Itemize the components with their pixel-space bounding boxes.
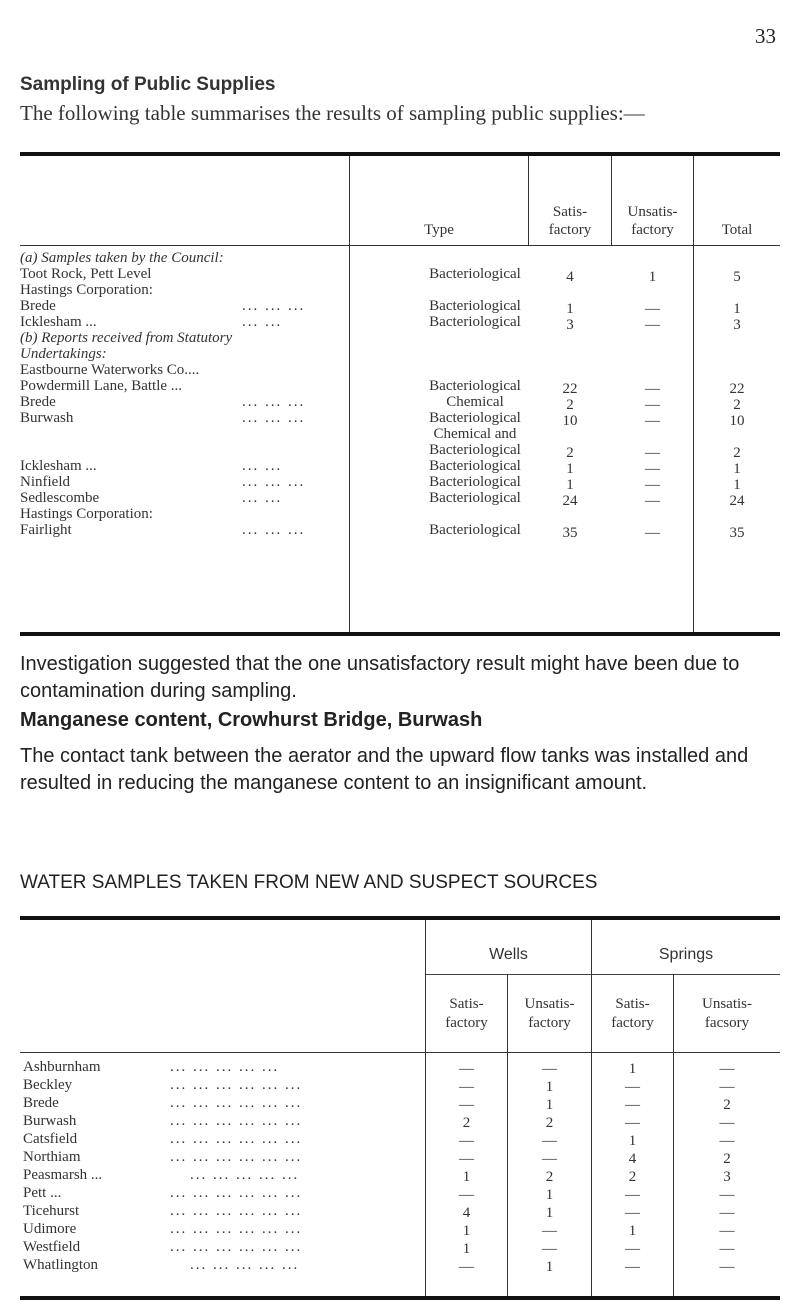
group-header-springs: Springs — [658, 946, 714, 963]
table-row — [20, 1256, 780, 1274]
public-supplies-table — [20, 152, 780, 636]
row-label: Ticehurst — [23, 1203, 80, 1219]
leader-dots: ... ... ... ... ... ... — [170, 1239, 303, 1255]
table-rule — [20, 632, 780, 636]
table-rule — [20, 1296, 780, 1300]
header-total — [694, 156, 780, 245]
header-unsatisfactory — [612, 156, 693, 245]
wells-unsatisfactory: — — [542, 1133, 557, 1149]
row-total: 1 — [733, 461, 741, 477]
row-label: Toot Rock, Pett Level — [20, 266, 152, 282]
header-line: factory — [528, 1015, 571, 1031]
table-row — [20, 298, 780, 317]
table-rule — [426, 974, 780, 975]
manganese-paragraph: The contact tank between the aerator and the upward flow tanks was installed and resulted in reducing the manganese content to an insignificant amount. — [20, 745, 749, 794]
wells-satisfactory: 2 — [462, 1115, 471, 1131]
row-label: (a) Samples taken by the Council: — [20, 250, 224, 266]
table-row — [20, 314, 780, 333]
section-heading-sampling: Sampling of Public Supplies — [20, 74, 276, 95]
leader-dots: ... ... ... ... ... ... — [170, 1113, 303, 1129]
table-row — [20, 266, 780, 285]
row-type: Bacteriological — [429, 458, 521, 474]
springs-satisfactory: 1 — [628, 1133, 637, 1149]
row-satisfactory: 4 — [566, 269, 574, 285]
intro-paragraph: The following table summarises the results of sampling public supplies:— — [20, 101, 645, 125]
row-label: Ninfield — [20, 474, 70, 490]
header-line: Unsatis- — [524, 996, 575, 1012]
row-unsatisfactory: — — [645, 413, 660, 429]
header-springs-unsatisfactory — [674, 976, 780, 1052]
row-type: Bacteriological — [429, 522, 521, 538]
row-label: Icklesham ... — [20, 458, 97, 474]
row-satisfactory: 1 — [566, 301, 574, 317]
springs-satisfactory: 4 — [628, 1151, 637, 1167]
leader-dots: ... ... ... ... ... ... — [170, 1077, 303, 1093]
leader-dots: ... ... ... — [242, 474, 306, 490]
header-line: factory — [611, 1015, 654, 1031]
row-unsatisfactory: — — [645, 493, 660, 509]
table-row — [20, 522, 780, 541]
table-row — [20, 362, 780, 378]
wells-satisfactory: — — [459, 1259, 474, 1275]
row-satisfactory: 2 — [566, 445, 574, 461]
springs-unsatisfactory: — — [719, 1187, 735, 1203]
row-type: Bacteriological — [429, 378, 521, 394]
springs-unsatisfactory: — — [719, 1115, 735, 1131]
row-unsatisfactory: — — [645, 381, 660, 397]
leader-dots: ... ... ... — [242, 298, 306, 314]
row-label: Hastings Corporation: — [20, 282, 153, 298]
leader-dots: ... ... ... ... ... ... — [170, 1185, 303, 1201]
leader-dots: ... ... ... ... ... — [190, 1167, 300, 1183]
row-unsatisfactory: — — [645, 317, 660, 333]
group-header-wells: Wells — [489, 946, 528, 963]
row-total: 2 — [733, 397, 741, 413]
row-type: Bacteriological — [429, 298, 521, 314]
row-satisfactory: 22 — [562, 381, 578, 397]
row-label: Eastbourne Waterworks Co.... — [20, 362, 200, 378]
leader-dots: ... ... ... — [242, 522, 306, 538]
springs-unsatisfactory: 2 — [723, 1151, 731, 1167]
springs-satisfactory: — — [625, 1097, 640, 1113]
section-heading-water-samples: WATER SAMPLES TAKEN FROM NEW AND SUSPECT SOURCES — [20, 872, 598, 893]
row-label: Westfield — [23, 1239, 81, 1255]
springs-satisfactory: 1 — [628, 1223, 637, 1239]
table-row — [20, 1058, 780, 1076]
wells-satisfactory: — — [459, 1133, 474, 1149]
row-satisfactory: 1 — [566, 461, 574, 477]
row-satisfactory: 1 — [566, 477, 574, 493]
springs-satisfactory: 2 — [628, 1169, 637, 1185]
row-unsatisfactory: — — [645, 445, 660, 461]
table-row — [20, 474, 780, 493]
leader-dots: ... ... — [242, 458, 283, 474]
leader-dots: ... ... ... ... ... ... — [170, 1149, 303, 1165]
table-row — [20, 506, 780, 522]
table-row — [20, 1202, 780, 1220]
header-wells-unsatisfactory — [508, 976, 591, 1052]
table-body — [20, 250, 780, 541]
table-row — [20, 250, 780, 266]
row-unsatisfactory: — — [645, 397, 660, 413]
header-springs-satisfactory — [592, 976, 673, 1052]
header-wells-satisfactory — [426, 976, 507, 1052]
row-label: Whatlington — [23, 1257, 98, 1273]
table-body — [20, 1058, 780, 1274]
table-row — [20, 442, 780, 461]
row-type: Bacteriological — [429, 266, 521, 282]
row-type: Chemical — [446, 394, 504, 410]
wells-unsatisfactory: 2 — [545, 1169, 554, 1185]
row-type: Bacteriological — [429, 474, 521, 490]
row-type: Bacteriological — [429, 410, 521, 426]
table-row — [20, 1112, 780, 1130]
leader-dots: ... ... ... — [242, 394, 306, 410]
springs-unsatisfactory: 2 — [723, 1097, 731, 1113]
wells-satisfactory: — — [459, 1097, 474, 1113]
wells-satisfactory: 1 — [462, 1169, 471, 1185]
header-type — [350, 156, 528, 245]
row-unsatisfactory: — — [645, 461, 660, 477]
springs-unsatisfactory: — — [719, 1259, 735, 1275]
row-label: Hastings Corporation: — [20, 506, 153, 522]
row-label: Brede — [23, 1095, 59, 1111]
header-type-label: Type — [424, 222, 454, 238]
wells-unsatisfactory: 2 — [545, 1115, 554, 1131]
table-row — [20, 378, 780, 397]
header-total-label: Total — [721, 222, 753, 238]
wells-unsatisfactory: 1 — [545, 1205, 554, 1221]
row-label: Sedlescombe — [20, 490, 100, 506]
row-type: Bacteriological — [429, 490, 521, 506]
table-row — [20, 426, 780, 442]
wells-satisfactory: — — [459, 1079, 474, 1095]
row-type: Chemical and — [433, 426, 517, 442]
row-label: Catsfield — [23, 1131, 78, 1147]
row-unsatisfactory: — — [645, 525, 660, 541]
table-row — [20, 410, 780, 429]
row-label: Brede — [20, 298, 56, 314]
leader-dots: ... ... — [242, 490, 283, 506]
row-label: Fairlight — [20, 522, 72, 538]
table-row — [20, 330, 780, 346]
header-satisfactory — [529, 156, 611, 245]
row-satisfactory: 35 — [562, 525, 578, 541]
investigation-paragraph: Investigation suggested that the one unsatisfactory result might have been due to contamination during sampling. — [20, 653, 740, 702]
header-line: facsory — [704, 1015, 750, 1031]
row-total: 10 — [729, 413, 745, 429]
row-label: (b) Reports received from Statutory — [20, 330, 233, 346]
row-label: Ashburnham — [23, 1059, 101, 1075]
leader-dots: ... ... — [242, 314, 283, 330]
wells-satisfactory: — — [459, 1061, 474, 1077]
leader-dots: ... ... ... — [242, 410, 306, 426]
wells-unsatisfactory: — — [542, 1241, 557, 1257]
table-rule — [20, 916, 780, 920]
row-satisfactory: 3 — [566, 317, 574, 333]
row-unsatisfactory: 1 — [648, 269, 657, 285]
wells-unsatisfactory: — — [542, 1061, 557, 1077]
page-number: 33 — [755, 24, 776, 48]
row-label: Burwash — [23, 1113, 77, 1129]
water-samples-table — [20, 916, 780, 1300]
springs-unsatisfactory: — — [719, 1205, 735, 1221]
row-satisfactory: 24 — [562, 493, 578, 509]
wells-unsatisfactory: 1 — [545, 1079, 554, 1095]
springs-satisfactory: — — [625, 1259, 640, 1275]
row-total: 1 — [733, 301, 741, 317]
row-label: Icklesham ... — [20, 314, 97, 330]
row-total: 2 — [733, 445, 741, 461]
row-label: Northiam — [23, 1149, 81, 1165]
header-satisfactory-line2: factory — [548, 222, 592, 238]
row-label: Brede — [20, 394, 56, 410]
springs-satisfactory: — — [625, 1241, 640, 1257]
wells-satisfactory: 4 — [462, 1205, 471, 1221]
wells-unsatisfactory: 1 — [545, 1097, 554, 1113]
row-unsatisfactory: — — [645, 477, 660, 493]
section-heading-manganese: Manganese content, Crowhurst Bridge, Burwash — [20, 709, 483, 731]
table-row — [20, 1238, 780, 1256]
table-row — [20, 1220, 780, 1238]
leader-dots: ... ... ... ... ... ... — [170, 1095, 303, 1111]
springs-unsatisfactory: — — [719, 1133, 735, 1149]
wells-satisfactory: — — [459, 1187, 474, 1203]
springs-satisfactory: — — [625, 1205, 640, 1221]
leader-dots: ... ... ... ... ... ... — [170, 1203, 303, 1219]
row-label: Pett ... — [23, 1185, 62, 1201]
leader-dots: ... ... ... ... ... — [170, 1059, 280, 1075]
table-row — [20, 282, 780, 298]
header-unsatisfactory-line2: factory — [631, 222, 674, 238]
row-type: Bacteriological — [429, 442, 521, 458]
table-row — [20, 1184, 780, 1202]
header-line: factory — [445, 1015, 488, 1031]
header-unsatisfactory-line1: Unsatis- — [627, 204, 678, 220]
wells-unsatisfactory: 1 — [545, 1187, 554, 1203]
table-row — [20, 1076, 780, 1094]
row-total: 3 — [733, 317, 741, 333]
springs-unsatisfactory: — — [719, 1061, 735, 1077]
table-row — [20, 1130, 780, 1148]
wells-satisfactory: — — [459, 1151, 474, 1167]
springs-unsatisfactory: — — [719, 1241, 735, 1257]
header-line: Satis- — [449, 996, 484, 1012]
leader-dots: ... ... ... ... ... ... — [170, 1221, 303, 1237]
wells-satisfactory: 1 — [462, 1241, 471, 1257]
row-satisfactory: 10 — [562, 413, 578, 429]
wells-satisfactory: 1 — [462, 1223, 471, 1239]
springs-satisfactory: — — [625, 1187, 640, 1203]
springs-unsatisfactory: 3 — [723, 1169, 731, 1185]
leader-dots: ... ... ... ... ... — [190, 1257, 300, 1273]
wells-unsatisfactory: — — [542, 1151, 557, 1167]
row-label: Udimore — [23, 1221, 77, 1237]
wells-unsatisfactory: — — [542, 1223, 557, 1239]
row-total: 22 — [729, 381, 745, 397]
header-satisfactory-line1: Satis- — [552, 204, 588, 220]
header-line: Unsatis- — [702, 996, 752, 1012]
table-rule — [20, 245, 780, 246]
table-row — [20, 394, 780, 413]
row-label: Powdermill Lane, Battle ... — [20, 378, 183, 394]
row-total: 1 — [733, 477, 741, 493]
row-label: Burwash — [20, 410, 74, 426]
row-label: Undertakings: — [20, 346, 107, 362]
leader-dots: ... ... ... ... ... ... — [170, 1131, 303, 1147]
table-rule — [20, 1052, 780, 1053]
springs-satisfactory: — — [625, 1079, 640, 1095]
header-line: Satis- — [615, 996, 650, 1012]
row-total: 24 — [729, 493, 745, 509]
table-row — [20, 458, 780, 477]
wells-unsatisfactory: 1 — [545, 1259, 554, 1275]
springs-satisfactory: — — [625, 1115, 640, 1131]
row-type: Bacteriological — [429, 314, 521, 330]
row-label: Peasmarsh ... — [23, 1167, 103, 1183]
table-row — [20, 1166, 780, 1184]
table-row — [20, 346, 780, 362]
row-satisfactory: 2 — [566, 397, 574, 413]
springs-unsatisfactory: — — [719, 1223, 735, 1239]
row-total: 35 — [729, 525, 745, 541]
row-unsatisfactory: — — [645, 301, 660, 317]
table-row — [20, 1148, 780, 1166]
springs-satisfactory: 1 — [628, 1061, 637, 1077]
table-row — [20, 1094, 780, 1112]
springs-unsatisfactory: — — [719, 1079, 735, 1095]
row-total: 5 — [733, 269, 741, 285]
row-label: Beckley — [23, 1077, 73, 1093]
table-row — [20, 490, 780, 509]
